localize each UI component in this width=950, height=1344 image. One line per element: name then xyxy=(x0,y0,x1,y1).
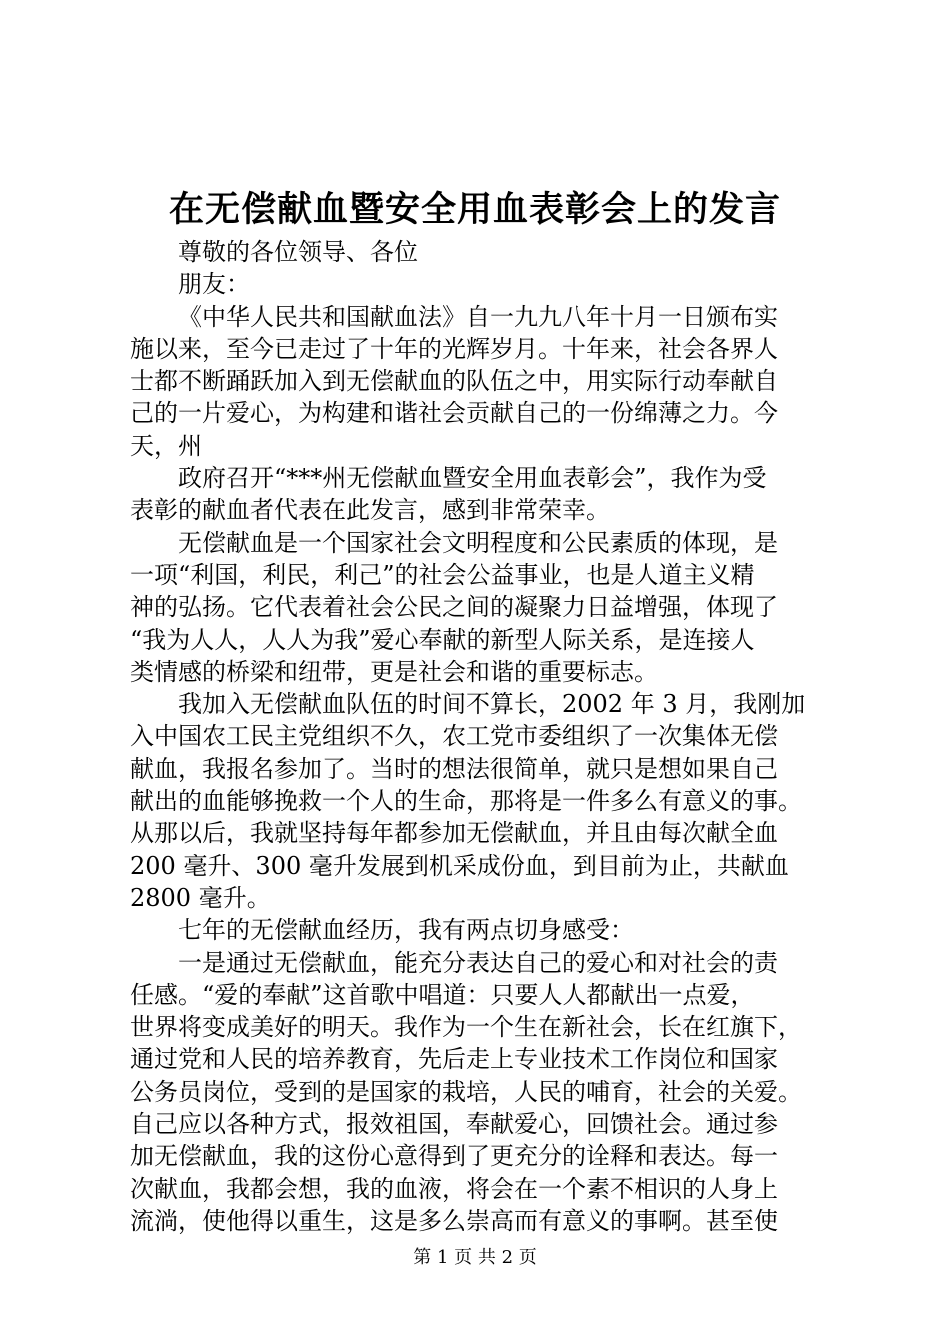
text-line: 200 毫升、300 毫升发展到机采成份血，到目前为止，共献血 xyxy=(130,851,789,880)
text-line: 次献血，我都会想，我的血液，将会在一个素不相识的人身上 xyxy=(130,1174,778,1203)
paragraph xyxy=(130,914,830,946)
text-line: 我加入无偿献血队伍的时间不算长，2002 年 3 月，我刚加 xyxy=(178,690,806,719)
text-line: 士都不断踊跃加入到无偿献血的队伍之中，用实际行动奉献自 xyxy=(130,367,778,396)
text-line: 《中华人民共和国献血法》自一九九八年十月一日颁布实 xyxy=(178,302,778,331)
text-line: 从那以后，我就坚持每年都参加无偿献血，并且由每次献全血 xyxy=(130,819,778,848)
text-line: 献出的血能够挽救一个人的生命，那将是一件多么有意义的事。 xyxy=(130,787,802,816)
paragraph xyxy=(130,462,830,527)
document-title: 在无偿献血暨安全用血表彰会上的发言 xyxy=(168,189,781,230)
salutation-line: 朋友： xyxy=(178,270,250,299)
text-line: 天，州 xyxy=(130,431,202,460)
text-line: 通过党和人民的培养教育，先后走上专业技术工作岗位和国家 xyxy=(130,1045,778,1074)
text-line: 己的一片爱心，为构建和谐社会贡献自己的一份绵薄之力。今 xyxy=(130,399,778,428)
text-line: 表彰的献血者代表在此发言，感到非常荣幸。 xyxy=(130,496,610,525)
paragraph xyxy=(130,947,830,1238)
salutation-line: 尊敬的各位领导、各位 xyxy=(178,238,418,266)
text-line: 流淌，使他得以重生，这是多么崇高而有意义的事啊。甚至使 xyxy=(130,1206,778,1235)
text-line: 类情感的桥梁和纽带，更是社会和谐的重要标志。 xyxy=(130,657,658,686)
paragraph xyxy=(130,527,830,688)
text-line: 一项“利国，利民，利己”的社会公益事业，也是人道主义精 xyxy=(130,560,755,589)
text-line: “我为人人，人人为我”爱心奉献的新型人际关系，是连接人 xyxy=(130,625,755,654)
text-line: 自己应以各种方式，报效祖国，奉献爱心，回馈社会。通过参 xyxy=(130,1110,778,1139)
text-line: 任感。“爱的奉献”这首歌中唱道：只要人人都献出一点爱， xyxy=(130,980,755,1009)
text-line: 世界将变成美好的明天。我作为一个生在新社会，长在红旗下， xyxy=(130,1013,802,1042)
text-line: 神的弘扬。它代表着社会公民之间的凝聚力日益增强，体现了 xyxy=(130,593,778,622)
text-line: 施以来，至今已走过了十年的光辉岁月。十年来，社会各界人 xyxy=(130,334,778,363)
text-line: 献血，我报名参加了。当时的想法很简单，就只是想如果自己 xyxy=(130,754,778,783)
text-line: 入中国农工民主党组织不久，农工党市委组织了一次集体无偿 xyxy=(130,722,778,751)
text-line: 加无偿献血，我的这份心意得到了更充分的诠释和表达。每一 xyxy=(130,1142,778,1171)
text-line: 七年的无偿献血经历，我有两点切身感受： xyxy=(178,916,634,945)
page-footer: 第 1 页 共 2 页 xyxy=(413,1247,537,1268)
text-line: 2800 毫升。 xyxy=(130,883,271,912)
text-line: 政府召开“***州无偿献血暨安全用血表彰会”，我作为受 xyxy=(178,464,767,493)
paragraph xyxy=(130,688,830,914)
text-line: 无偿献血是一个国家社会文明程度和公民素质的体现，是 xyxy=(178,528,778,557)
text-line: 一是通过无偿献血，能充分表达自己的爱心和对社会的责 xyxy=(178,948,778,977)
text-line: 公务员岗位，受到的是国家的栽培，人民的哺育，社会的关爱。 xyxy=(130,1077,802,1106)
document-body xyxy=(130,236,830,1237)
paragraph xyxy=(130,301,830,462)
